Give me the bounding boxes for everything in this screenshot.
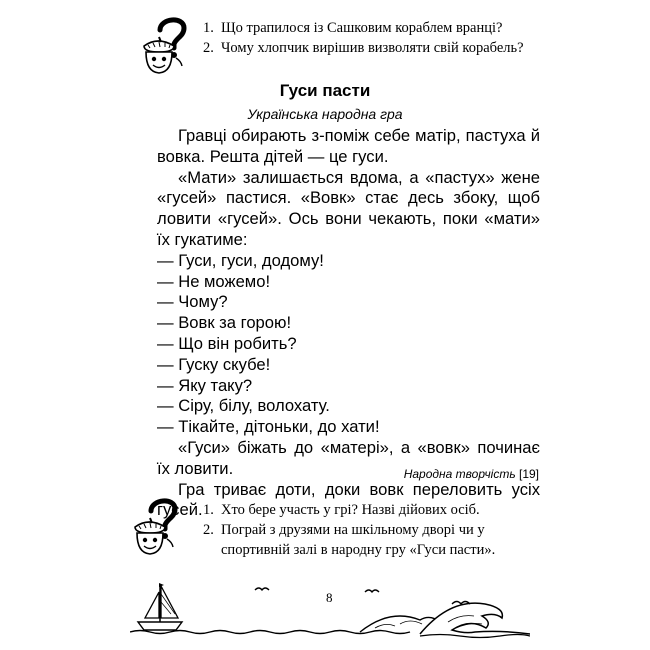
source-label: Народна творчість	[403, 467, 516, 481]
sailboat-sea-decoration	[130, 578, 530, 640]
question-item: 2. Пограй з друзями на шкільному дворі чи у спортивній залі в народну гру «Гуси пасти».	[203, 522, 496, 558]
paragraph: «Гуси» біжать до «матері», а «вовк» починає їх ловити.	[157, 437, 540, 478]
dialogue-line: — Гуску скубе!	[157, 354, 271, 374]
question-item: 1. Хто бере участь у грі? Назві дійових осіб.	[203, 502, 480, 518]
question-item: 1. Що трапилося із Сашковим кораблем вранці?	[203, 20, 503, 36]
source-ref: [19]	[518, 467, 539, 481]
dialogue-line: — Не можемо!	[157, 271, 271, 291]
top-questions	[203, 18, 563, 58]
dialogue-line: — Вовк за горою!	[157, 313, 292, 333]
dialogue-line: — Що він робить?	[157, 333, 297, 353]
dialogue-line: — Чому?	[157, 292, 228, 312]
acorn-question-icon	[131, 495, 183, 557]
paragraph: «Мати» залишається вдома, а «пастух» жене «гусей» пастися. «Вовк» стає десь збоку, щоб ловити «гусей». Ось вони чекають, поки «мати» їх гукатиме:	[157, 167, 540, 249]
paragraph: Гра триває доти, доки вовк переловить усіх гусей.	[157, 479, 540, 520]
question-item: 2. Чому хлопчик вирішив визволяти свій корабель?	[203, 40, 524, 56]
dialogue-line: — Сіру, білу, волохату.	[157, 396, 330, 416]
acorn-question-icon	[140, 14, 192, 76]
page-subtitle: Українська народна гра	[247, 106, 403, 122]
dialogue-line: — Яку таку?	[157, 375, 253, 395]
story-body	[157, 126, 540, 521]
page-number: 8	[326, 590, 333, 605]
dialogue-line: — Гуси, гуси, додому!	[157, 250, 324, 270]
dialogue-line: — Тікайте, дітоньки, до хати!	[157, 417, 380, 437]
paragraph: Гравці обирають з-поміж себе матір, пастуха й вовка. Решта дітей — це гуси.	[157, 126, 540, 166]
page-title: Гуси пасти	[279, 81, 371, 100]
bottom-questions	[203, 500, 543, 560]
source-attribution	[404, 467, 539, 481]
